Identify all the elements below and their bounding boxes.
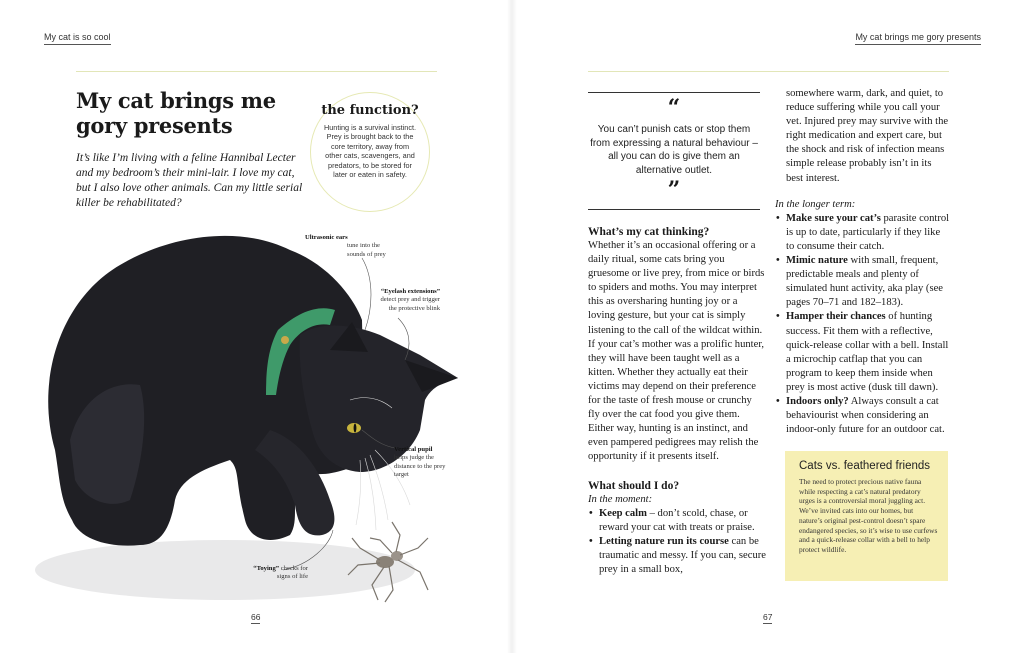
list-item	[599, 535, 766, 577]
callout-eyelash-label: “Eyelash extensions”	[380, 288, 440, 295]
callout-eyelash-text: detect prey and trigger the protective blink	[380, 296, 440, 312]
intro-text: It’s like I’m living with a feline Hannibal Lecter and my bedroom’s their mini-lair. I love my cat, but I also love other animals. Can my little serial killer be rehabilitated?	[76, 152, 303, 209]
pull-quote-text: You can’t punish cats or stop them from expressing a natural behaviour – all you can do is give them an alternative outlet.	[590, 124, 758, 176]
column-2-continuation: somewhere warm, dark, and quiet, to reduce suffering while you call your vet. Injured prey may survive with the right medication and expert care, but the shock and risk of infection means simple release probably isn’t in its best interest.	[786, 88, 949, 184]
page-number-right: 67	[763, 612, 773, 622]
running-head-right: My cat brings me gory presents	[855, 32, 981, 45]
callout-ears-text: tune into the sounds of prey	[347, 242, 386, 258]
list-item	[786, 310, 950, 395]
running-head-left: My cat is so cool	[44, 32, 111, 45]
list-item	[786, 212, 950, 254]
list-item-text: Always consult a cat behaviourist when considering an indoor-only future for an outdoor cat.	[786, 395, 945, 436]
section-heading-what-to-do: What should I do?	[588, 479, 680, 492]
pull-quote	[588, 92, 760, 210]
list-item-text: of hunting success. Fit them with a reflective, quick-release collar with a bell. Install a microchip catflap that you can program to keep them inside when prey is most active (dusk till dawn).	[786, 311, 949, 393]
list-item-bold: Mimic nature	[786, 255, 848, 267]
callout-eyelash	[372, 288, 440, 313]
list-item-bold: Letting nature run its course	[599, 535, 729, 547]
sidebar-box-body: The need to protect precious native fauna while respecting a cat’s natural predatory urges is a controversial moral juggling act. We’ve invited cats into our homes, but nature’s original pest-control doesn’t spare endangered species, so it’s wise to use curfews and a quick-release collar with a bell to help protect wildlife.	[799, 477, 938, 554]
longer-term-label: In the longer term:	[775, 198, 856, 210]
section-body-thinking: Whether it’s an occasional offering or a daily ritual, some cats bring you gruesome or live prey, from mice or birds to spiders and moths. You may interpret this as oversharing hunting joy or a loving gesture, but your cat is simply listening to the call of the wildcat within. If your cat’s mother was a prolific hunter, they will have been taught well as a kitten. Whether they actually eat their victims may depend on their preference for the taste of fresh mouse or crunchy fly over the cat food you give them. Either way, hunting is an instinct, and even pampered pedigrees may relish the opportunity if it presents itself.	[588, 240, 765, 463]
list-item-text: can be traumatic and messy. If you can, secure prey in a small box,	[599, 535, 766, 575]
callout-pupil-text: helps judge the distance to the prey target	[394, 454, 446, 479]
column-1	[588, 225, 766, 577]
function-box-title: the function?	[321, 103, 419, 118]
page-title: My cat brings me gory presents	[76, 88, 276, 138]
list-item	[786, 254, 950, 310]
list-item-bold: Indoors only?	[786, 395, 849, 407]
sidebar-box-title: Cats vs. feathered friends	[799, 460, 931, 472]
list-item-bold: Hamper their chances	[786, 311, 886, 323]
column-2	[775, 87, 950, 437]
function-box	[310, 92, 430, 212]
callout-ears-label: Ultrasonic ears	[305, 234, 348, 241]
list-item-bold: Keep calm	[599, 507, 647, 519]
callout-toying-text: checks for signs of life	[276, 565, 308, 581]
callout-ears	[305, 234, 386, 259]
section-heading-thinking: What’s my cat thinking?	[588, 226, 710, 238]
top-rule-right	[588, 71, 949, 72]
longer-term-list	[775, 212, 950, 438]
callout-toying	[240, 565, 308, 582]
page-number-left: 66	[251, 612, 261, 622]
moment-list	[588, 507, 766, 577]
list-item-text: with small, frequent, predictable meals and plenty of simulated hunt activity, aka play (see pages 70–71 and 182–183).	[786, 255, 943, 309]
list-item-text: parasite control is up to date, particularly if they like to consume their catch.	[786, 212, 950, 252]
in-the-moment-label: In the moment:	[588, 493, 653, 505]
function-box-body: Hunting is a survival instinct. Prey is brought back to the core territory, away from other cats, scavengers, and predators, to be stored for later or eaten in safety.	[323, 123, 417, 180]
list-item-bold: Make sure your cat’s	[786, 212, 881, 224]
floor-shadow	[35, 540, 415, 600]
list-item-text: – don’t scold, chase, or reward your cat with treats or praise.	[599, 507, 755, 533]
sidebar-box-feathered-friends	[785, 451, 948, 581]
close-quote-mark: ”	[667, 177, 681, 203]
collar-bell	[281, 336, 289, 344]
callout-pupil-label: Vertical pupil	[394, 446, 433, 453]
open-quote-mark: “	[667, 95, 681, 121]
callout-toying-label: “Toying”	[253, 565, 280, 572]
callout-pupil	[394, 446, 446, 480]
list-item	[786, 395, 950, 437]
list-item	[599, 507, 766, 535]
